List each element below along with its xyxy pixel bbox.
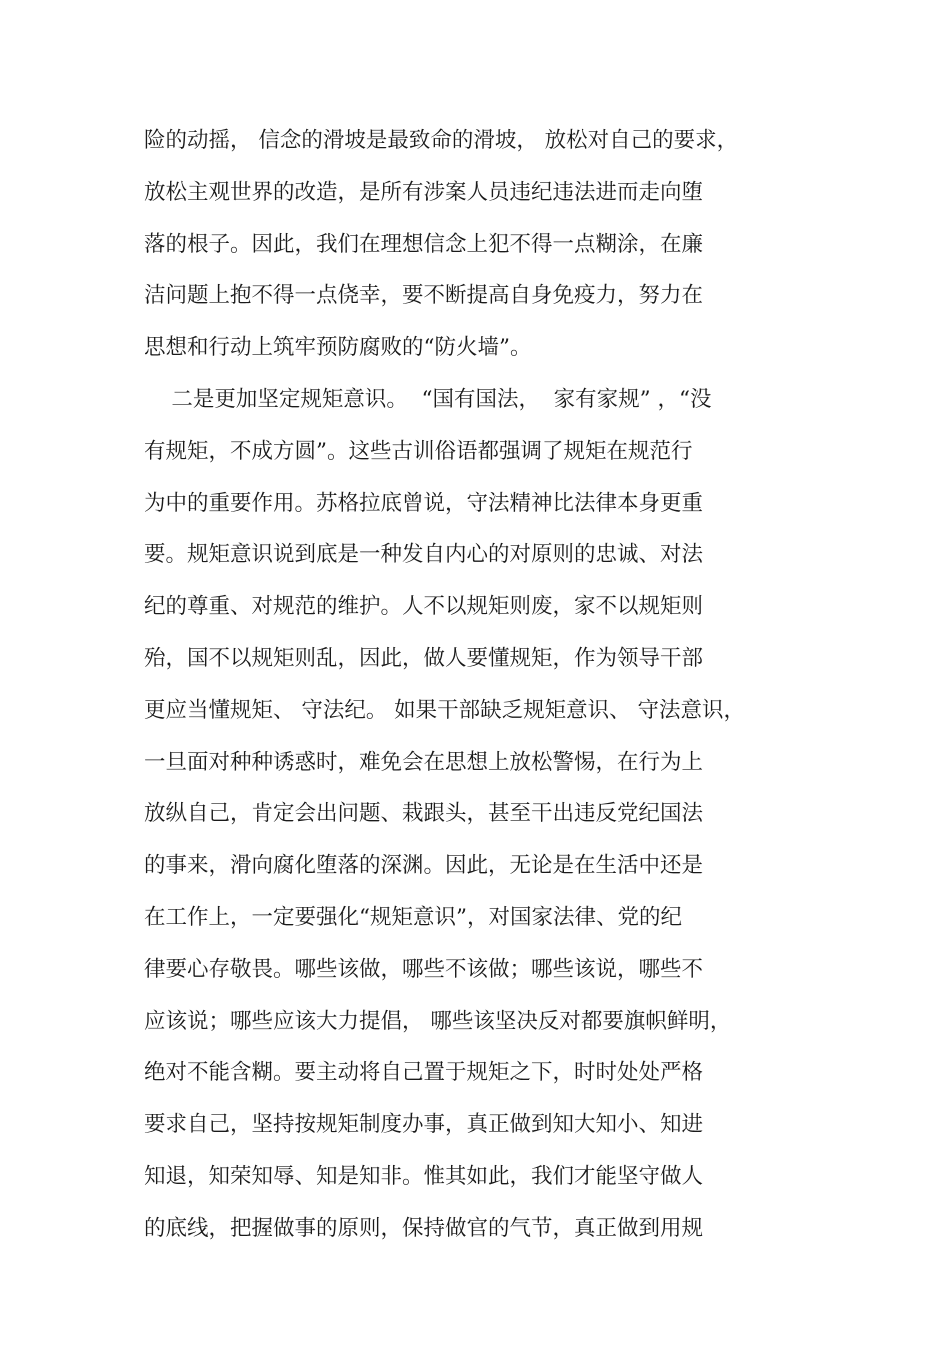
text-line: 为中的重要作用。苏格拉底曾说，守法精神比法律本身更重 <box>144 490 704 516</box>
text-line: 殆，国不以规矩则乱，因此，做人要懂规矩，作为领导干部 <box>144 645 704 671</box>
text-line: 更应当懂规矩、 守法纪。 如果干部缺乏规矩意识、 守法意识， <box>144 697 746 723</box>
text-line: 一旦面对种种诱惑时，难免会在思想上放松警惕，在行为上 <box>144 749 704 775</box>
text-line: 的底线，把握做事的原则，保持做官的气节，真正做到用规 <box>144 1215 704 1241</box>
text-line: 知退，知荣知辱、知是知非。惟其如此，我们才能坚守做人 <box>144 1163 704 1189</box>
text-line: 要。规矩意识说到底是一种发自内心的对原则的忠诚、对法 <box>144 542 704 568</box>
text-line: 要求自己，坚持按规矩制度办事，真正做到知大知小、知进 <box>144 1112 704 1138</box>
paragraph-start-line: 二是更加坚定规矩意识。 “国有国法， 家有家规” ，“没 <box>144 386 712 412</box>
text-line: 思想和行动上筑牢预防腐败的“防火墙”。 <box>144 335 532 361</box>
text-line: 绝对不能含糊。要主动将自己置于规矩之下，时时处处严格 <box>144 1060 704 1086</box>
text-line: 落的根子。因此，我们在理想信念上犯不得一点糊涂，在廉 <box>144 231 704 257</box>
text-line: 律要心存敬畏。哪些该做，哪些不该做；哪些该说，哪些不 <box>144 956 704 982</box>
body-text <box>144 120 814 1260</box>
text-line: 在工作上，一定要强化“规矩意识”，对国家法律、党的纪 <box>144 904 682 930</box>
text-line: 纪的尊重、对规范的维护。人不以规矩则废，家不以规矩则 <box>144 594 704 620</box>
text-line: 的事来，滑向腐化堕落的深渊。因此，无论是在生活中还是 <box>144 853 704 879</box>
text-line: 放纵自己，肯定会出问题、栽跟头，甚至干出违反党纪国法 <box>144 801 704 827</box>
text-line: 险的动摇， 信念的滑坡是最致命的滑坡， 放松对自己的要求， <box>144 128 739 153</box>
text-line: 放松主观世界的改造，是所有涉案人员违纪违法进而走向堕 <box>144 179 704 205</box>
text-line: 洁问题上抱不得一点侥幸，要不断提高自身免疫力，努力在 <box>144 283 704 309</box>
text-line: 应该说；哪些应该大力提倡， 哪些该坚决反对都要旗帜鲜明， <box>144 1008 732 1034</box>
text-line: 有规矩，不成方圆”。这些古训俗语都强调了规矩在规范行 <box>144 438 693 464</box>
